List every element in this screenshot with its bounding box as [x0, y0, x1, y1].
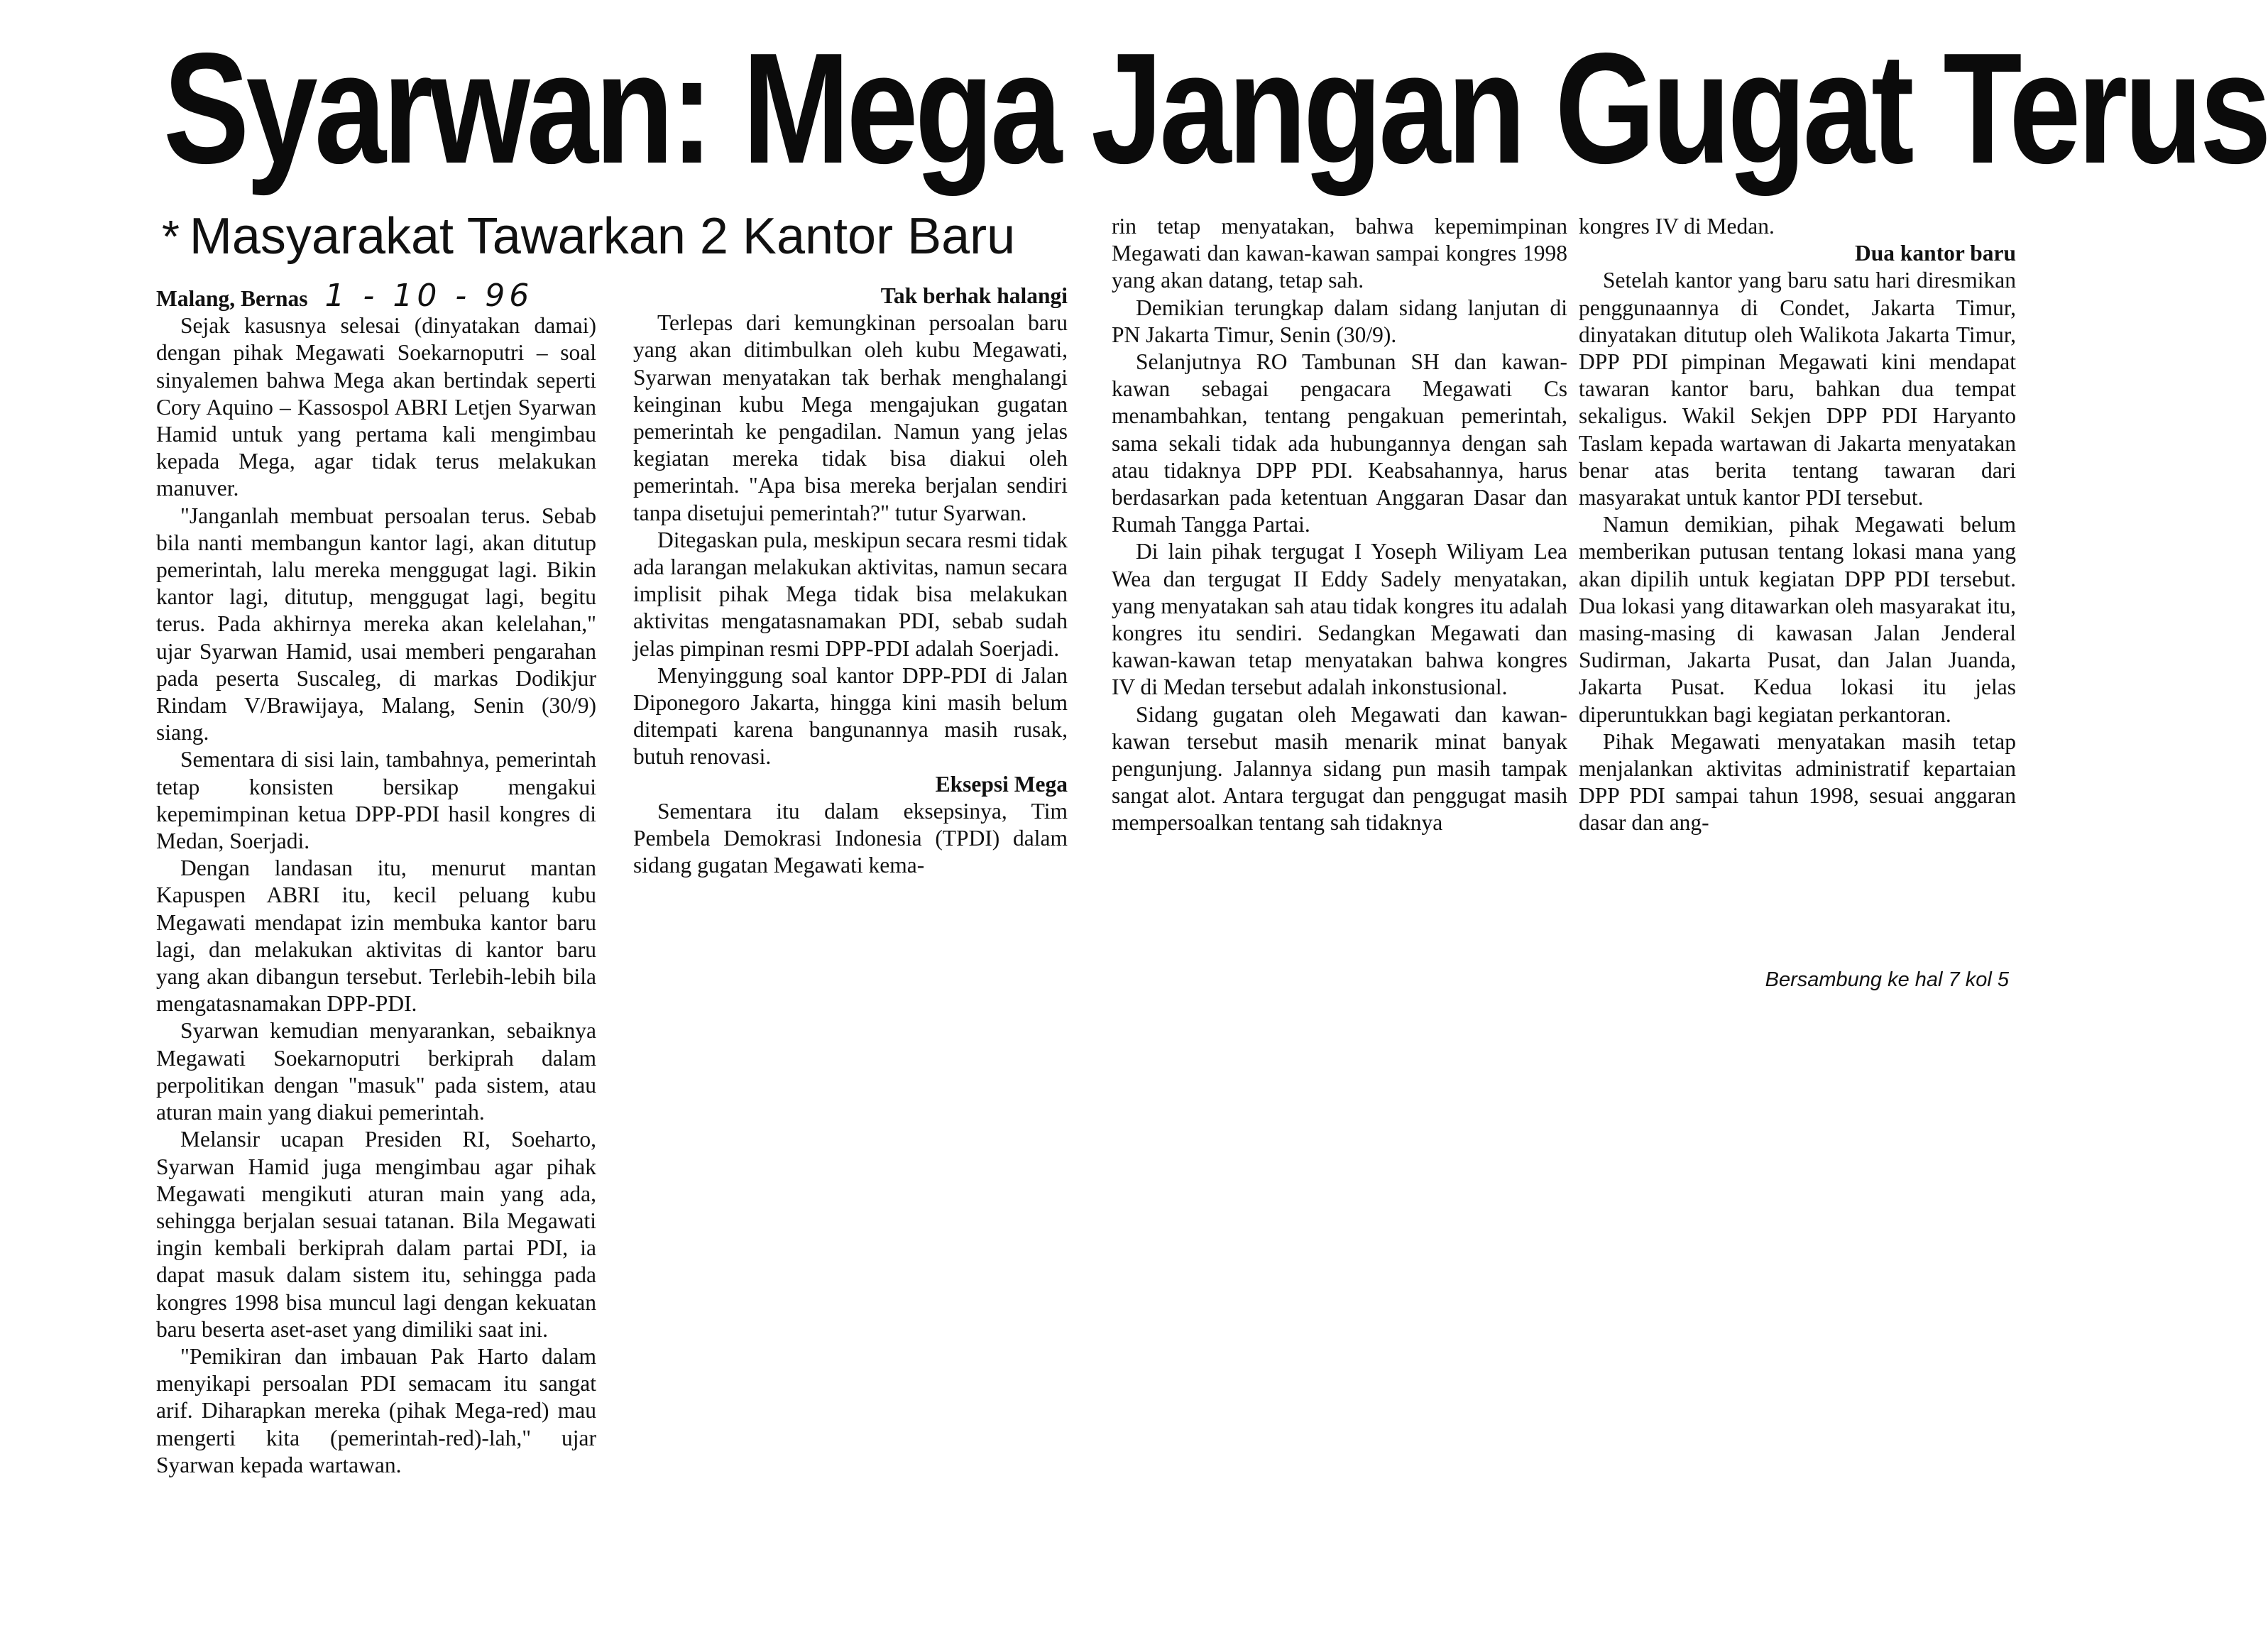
paragraph: "Pemikiran dan imbauan Pak Harto dalam menyikapi persoalan PDI semacam itu sangat arif. Diharapkan mereka (pihak Mega-red) mau mengerti kita (pemerintah-red)-lah," ujar Syarwan kepada wartawan. [156, 1343, 596, 1477]
subheadline-marker: * [162, 211, 180, 262]
dateline [156, 278, 596, 314]
paragraph: kongres IV di Medan. [1579, 214, 1775, 239]
article-column-3 [1112, 213, 1567, 1029]
paragraph: Di lain pihak tergugat I Yoseph Wiliyam Lea Wea dan tergugat II Eddy Sadely menyatakan, yang menyatakan sah atau tidak kongres itu adalah kongres itu sendiri. Sedangkan Megawati dan kawan-kawan tetap menyatakan bahwa kongres IV di Medan tersebut adalah inkonstusional. [1112, 539, 1567, 700]
paragraph: Dengan landasan itu, menurut mantan Kapuspen ABRI itu, kecil peluang kubu Megawati mendapat izin membuka kantor baru lagi, dan melakukan aktivitas di kantor baru yang akan dibangun tersebut. Terlebih-lebih bila mengatasnamakan DPP-PDI. [156, 855, 596, 1017]
paragraph: Pihak Megawati menyatakan masih tetap menjalankan aktivitas administratif kepartaian DPP PDI sampai tahun 1998, sesuai anggaran dasar dan ang- [1579, 728, 2016, 836]
paragraph: Demikian terungkap dalam sidang lanjutan di PN Jakarta Timur, Senin (30/9). [1112, 295, 1567, 347]
continuation-note: Bersambung ke hal 7 kol 5 [1765, 968, 2009, 991]
paragraph: Terlepas dari kemungkinan persoalan baru yang akan ditimbulkan oleh kubu Megawati, Syarwan menyatakan tak berhak menghalangi keinginan kubu Mega mengajukan gugatan pemerintah ke pengadilan. Namun yang jelas kegiatan mereka tidak bisa diakui oleh pemerintah. "Apa bisa mereka berjalan sendiri tanpa disetujui pemerintah?" tutur Syarwan. [633, 310, 1068, 525]
section-heading: Eksepsi Mega [935, 771, 1068, 797]
section-heading: Tak berhak halangi [880, 283, 1068, 308]
paragraph: Sementara di sisi lain, tambahnya, pemerintah tetap konsisten bersikap mengakui kepemimpinan ketua DPP-PDI hasil kongres di Medan, Soerjadi. [156, 747, 596, 854]
paragraph: Sejak kasusnya selesai (dinyatakan damai) dengan pihak Megawati Soekarnoputri – soal sinyalemen bahwa Mega akan bertindak seperti Cory Aquino – Kassospol ABRI Letjen Syarwan Hamid untuk yang pertama kali mengimbau kepada Mega, agar tidak terus melakukan manuver. [156, 313, 596, 501]
paragraph: Sementara itu dalam eksepsinya, Tim Pembela Demokrasi Indonesia (TPDI) dalam sidang gugatan Megawati kema- [633, 798, 1068, 878]
paragraph: rin tetap menyatakan, bahwa kepemimpinan Megawati dan kawan-kawan sampai kongres 1998 yang akan datang, tetap sah. [1112, 214, 1567, 293]
paragraph: Selanjutnya RO Tambunan SH dan kawan-kawan sebagai pengacara Megawati Cs menambahkan, tentang pengakuan pemerintah, sama sekali tidak ada hubungannya dengan sah atau tidaknya DPP PDI. Keabsahannya, harus berdasarkan pada ketentuan Anggaran Dasar dan Rumah Tangga Partai. [1112, 349, 1567, 537]
article-column-1 [156, 278, 596, 1631]
subheadline [162, 204, 1113, 268]
handwritten-date: 1 - 10 - 96 [324, 278, 534, 314]
paragraph: Namun demikian, pihak Megawati belum memberikan putusan tentang lokasi mana yang akan dipilih untuk kegiatan DPP PDI tersebut. Dua lokasi yang ditawarkan oleh masyarakat itu, masing-masing di kawasan Jalan Jenderal Sudirman, Jakarta Pusat, dan Jalan Juanda, Jakarta Pusat. Kedua lokasi itu jelas diperuntukkan bagi kegiatan perkantoran. [1579, 512, 2016, 727]
article-column-4 [1579, 213, 2016, 966]
paragraph: Syarwan kemudian menyarankan, sebaiknya Megawati Soekarnoputri berkiprah dalam perpolitikan dengan "masuk" pada sistem, atau aturan main yang diakui pemerintah. [156, 1018, 596, 1125]
paragraph: "Janganlah membuat persoalan terus. Sebab bila nanti membangun kantor lagi, akan ditutup pemerintah, lalu mereka menggugat lagi. Bikin kantor lagi, ditutup, menggugat lagi, begitu terus. Pada akhirnya mereka akan kelelahan," ujar Syarwan Hamid, usai memberi pengarahan pada peserta Suscaleg, di markas Dodikjur Rindam V/Brawijaya, Malang, Senin (30/9) siang. [156, 503, 596, 745]
paragraph: Menyinggung soal kantor DPP-PDI di Jalan Diponegoro Jakarta, hingga kini masih belum ditempati karena bangunannya masih rusak, butuh renovasi. [633, 662, 1068, 770]
paragraph: Ditegaskan pula, meskipun secara resmi tidak ada larangan melakukan aktivitas, namun secara implisit pihak Mega tidak bisa melakukan aktivitas mengatasnamakan PDI, sebab sudah jelas pimpinan resmi DPP-PDI adalah Soerjadi. [633, 527, 1068, 661]
paragraph: Melansir ucapan Presiden RI, Soeharto, Syarwan Hamid juga mengimbau agar pihak Megawati mengikuti aturan main yang ada, sehingga berjalan sesuai tatanan. Bila Megawati ingin kembali berkiprah dalam partai PDI, ia dapat masuk dalam sistem itu, sehingga pada kongres 1998 bisa muncul lagi dengan kekuatan baru beserta aset-aset yang dimiliki saat ini. [156, 1127, 596, 1342]
paragraph: Sidang gugatan oleh Megawati dan kawan-kawan tersebut masih menarik minat banyak pengunjung. Jalannya sidang pun masih tampak sangat alot. Antara tergugat dan penggugat masih mempersoalkan tentang sah tidaknya [1112, 701, 1567, 836]
article-column-2 [633, 283, 1068, 1064]
headline: Syarwan: Mega Jangan Gugat Terus [163, 21, 2268, 197]
section-heading: Dua kantor baru [1855, 241, 2016, 266]
subheadline-text: Masyarakat Tawarkan 2 Kantor Baru [189, 208, 1016, 265]
dateline-place: Malang, Bernas [156, 286, 308, 311]
paragraph: Setelah kantor yang baru satu hari diresmikan penggunaannya di Condet, Jakarta Timur, dinyatakan ditutup oleh Walikota Jakarta Timur, DPP PDI pimpinan Megawati kini mendapat tawaran kantor baru, bahkan dua tempat sekaligus. Wakil Sekjen DPP PDI Haryanto Taslam kepada wartawan di Jakarta menyatakan benar atas berita tentang tawaran dari masyarakat untuk kantor PDI tersebut. [1579, 268, 2016, 510]
